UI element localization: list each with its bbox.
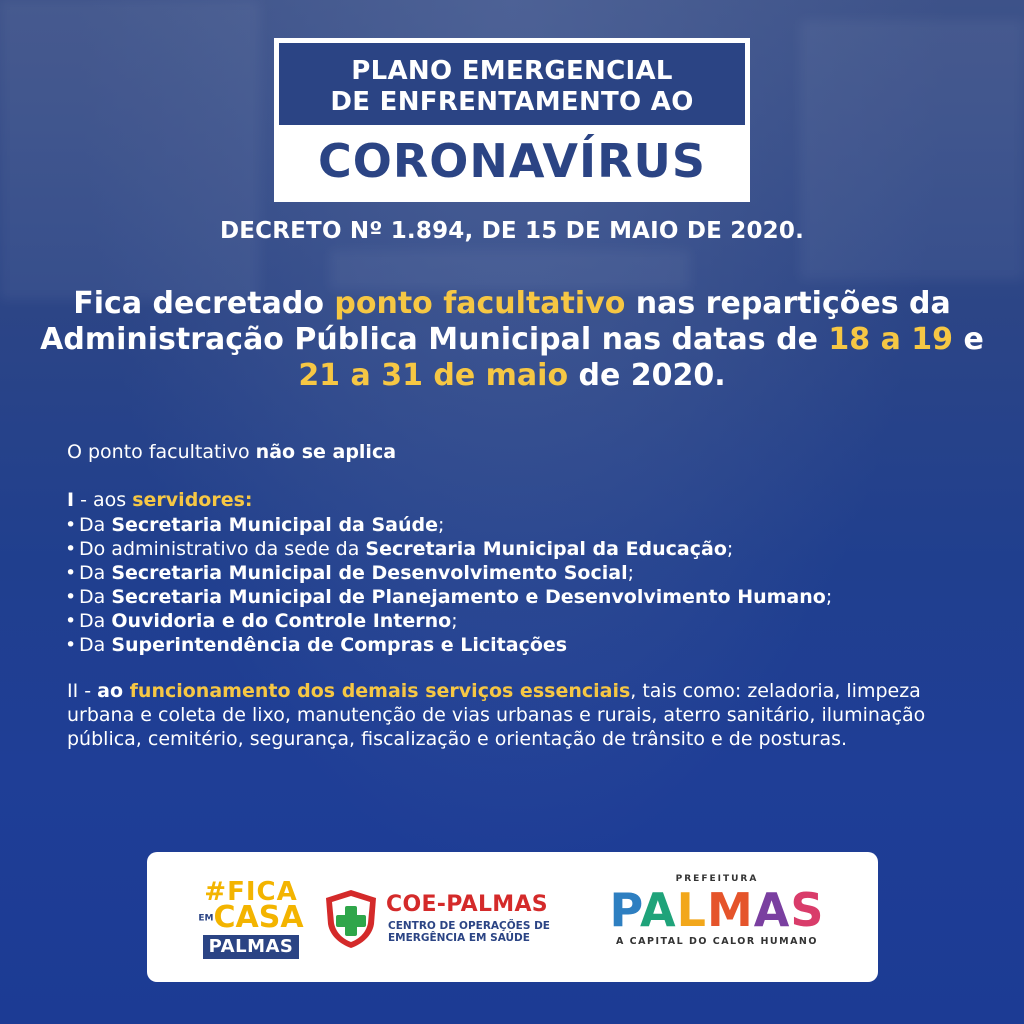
headline-part: e [953,322,984,357]
item-pre: Da [79,610,112,632]
coe-title: COE-PALMAS [386,892,548,917]
item-post: ; [726,538,734,560]
fica-casa [195,900,307,935]
section-2 [67,679,967,751]
prefeitura-tagline: A CAPITAL DO CALOR HUMANO [616,936,818,947]
logo-bar [147,852,878,982]
title-line-2: DE ENFRENTAMENTO AO [330,87,694,117]
list-item [67,633,967,657]
section-2-highlight: funcionamento dos demais serviços essenciais [129,680,631,702]
headline-highlight: 21 a 31 de maio [298,358,569,393]
fica-em: EM [198,913,214,924]
coe-sub-line-2: EMERGÊNCIA EM SAÚDE [388,932,530,944]
section-1 [67,488,967,657]
shield-cross-icon [322,888,380,950]
section-1-heading [67,488,967,512]
item-bold: Secretaria Municipal da Educação [365,538,727,560]
prefeitura-palmas-logo [602,874,832,947]
prefeitura-label: PREFEITURA [675,874,759,884]
intro-bold: não se aplica [255,441,397,463]
section-2-rest: , tais como: zeladoria, limpeza urbana e coleta de lixo, manutenção de vias urbanas e rurais, aterro sanitário, iluminação pública, cemitério, segurança, fiscalização e orientação de trânsito e de posturas. [67,680,926,750]
item-bold: Secretaria Municipal de Desenvolvimento Social [111,562,628,584]
palmas-letter: P [609,883,641,937]
palmas-letter: A [753,883,791,937]
servers-list [67,513,967,657]
item-bold: Secretaria Municipal da Saúde [111,514,438,536]
headline-part: de 2020. [568,358,726,393]
intro-text: O ponto facultativo [67,441,256,463]
headline [40,286,984,394]
item-bold: Secretaria Municipal de Planejamento e Desenvolvimento Humano [111,586,826,608]
body-text [67,440,967,751]
section-2-prefix: II - [67,680,98,702]
fica-hashtag: #FICA [204,877,298,907]
fica-em-casa-logo [195,877,307,959]
fica-casa-text: CASA [213,900,304,935]
list-item [67,561,967,585]
title-coronavirus: CORONAVÍRUS [318,134,706,188]
item-post: ; [627,562,634,584]
headline-part: nas repartições da Administração Pública Municipal nas datas de [40,286,951,357]
item-bold: Superintendência de Compras e Licitações [111,634,568,656]
item-pre: Da [79,586,112,608]
list-item [67,537,967,561]
item-pre: Do administrativo da sede da [79,538,366,560]
palmas-letter: L [676,883,707,937]
fica-palmas: PALMAS [203,935,300,959]
palmas-wordmark [602,884,832,936]
section-2-bold: ao [97,680,130,702]
section-1-highlight: servidores: [132,489,253,511]
item-pre: Da [79,634,112,656]
item-post: ; [438,514,445,536]
coe-sub-line-1: CENTRO DE OPERAÇÕES DE [388,920,550,932]
decree-number: DECRETO Nº 1.894, DE 15 DE MAIO DE 2020. [219,218,805,244]
item-pre: Da [79,562,112,584]
headline-highlight: 18 a 19 [828,322,954,357]
title-box [274,38,750,202]
headline-highlight: ponto facultativo [334,286,626,321]
item-post: ; [825,586,833,608]
item-bold: Ouvidoria e do Controle Interno [111,610,452,632]
item-post: ; [451,610,458,632]
palmas-letter: S [790,883,825,937]
item-pre: Da [79,514,112,536]
intro-line [67,440,967,464]
list-item [67,513,967,537]
list-item [67,609,967,633]
coe-palmas-logo [322,888,582,948]
title-banner [279,43,745,125]
section-1-prefix: I [67,489,75,511]
palmas-letter: A [640,883,677,937]
section-1-dash: - aos [74,489,133,511]
coe-subtitle [388,920,550,944]
headline-part: Fica decretado [73,286,335,321]
palmas-letter: M [706,883,754,937]
list-item [67,585,967,609]
title-line-1: PLANO EMERGENCIAL [351,56,673,86]
